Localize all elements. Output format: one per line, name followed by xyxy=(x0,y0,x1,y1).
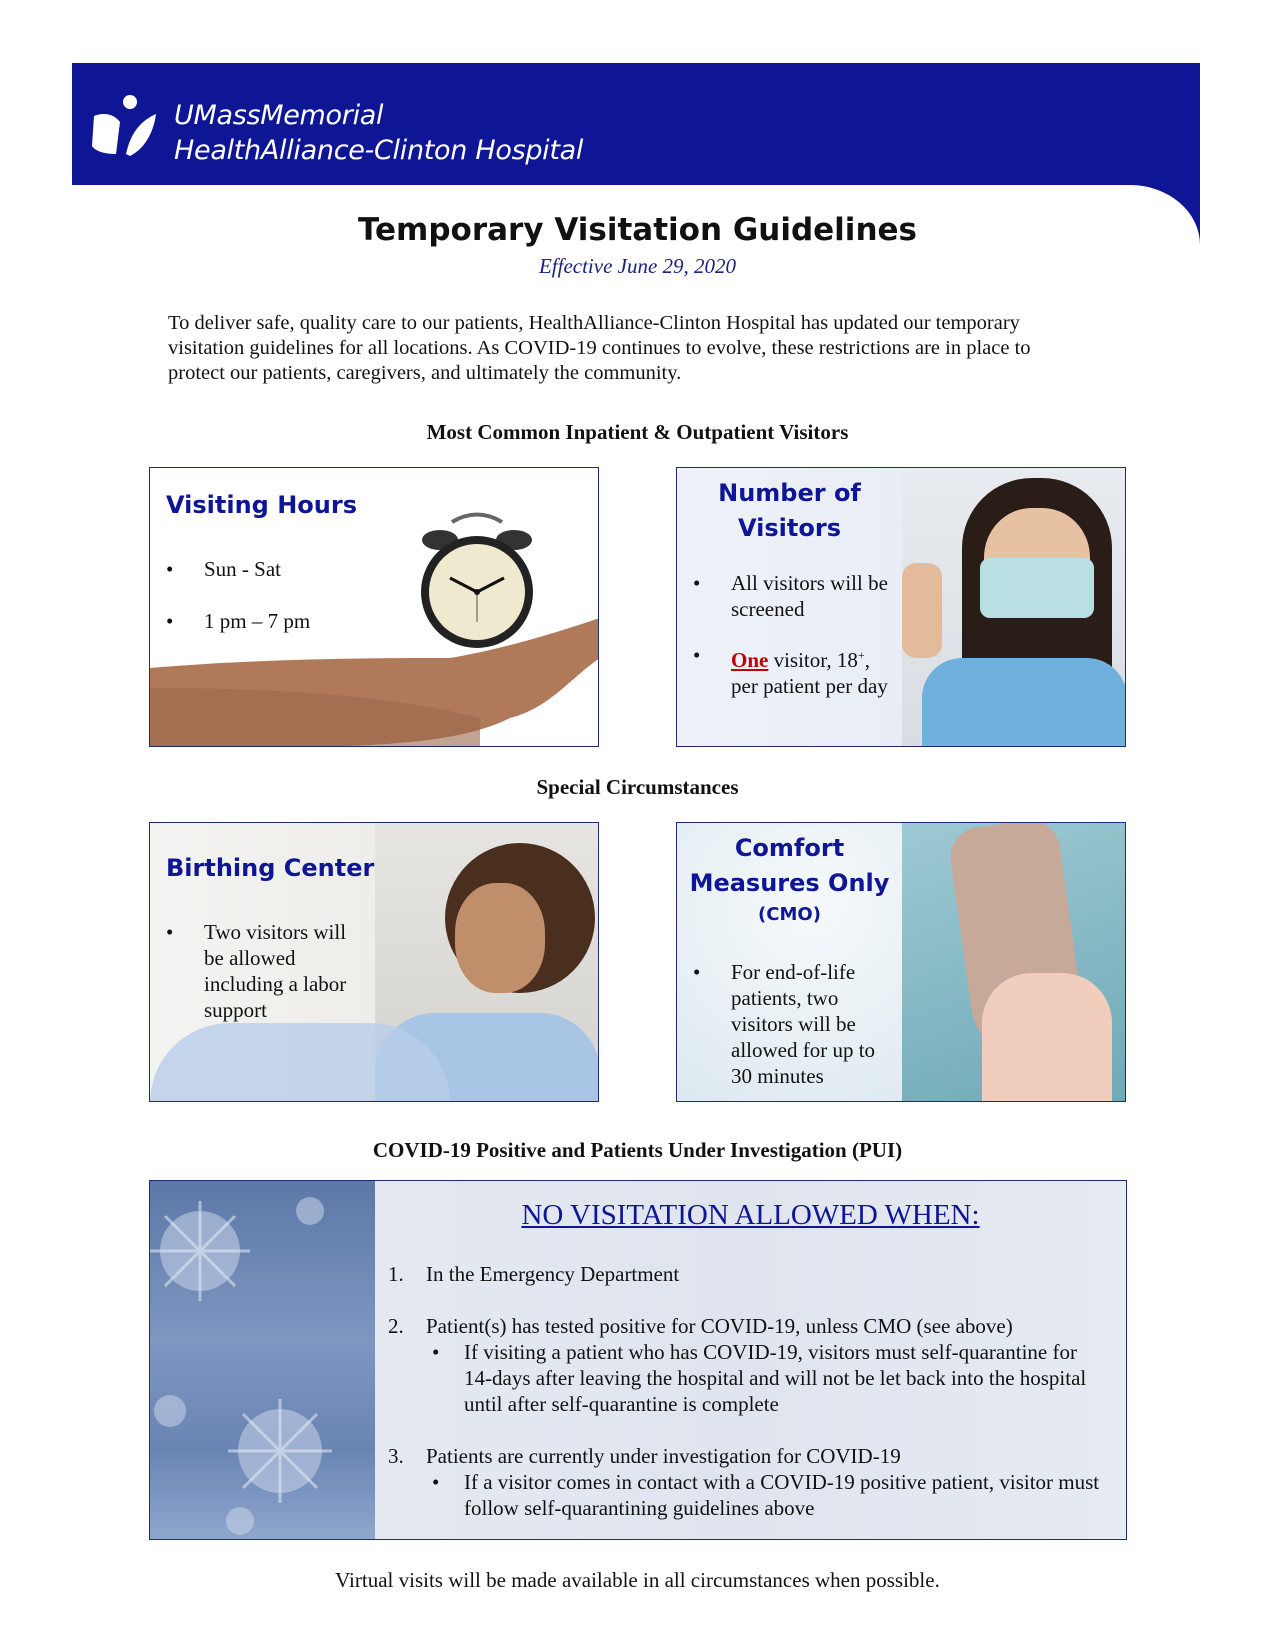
list-item xyxy=(693,642,893,699)
title-line-3: (CMO) xyxy=(758,904,821,925)
item-number: 3. xyxy=(388,1444,404,1468)
item-text: Patient(s) has tested positive for COVID-19, unless CMO (see above) xyxy=(426,1314,1013,1338)
title-line-1: Comfort xyxy=(734,834,845,862)
section-heading-common: Most Common Inpatient & Outpatient Visitors xyxy=(426,420,849,444)
title-line-1: Number of xyxy=(718,479,861,507)
one-emphasis: One xyxy=(731,648,769,672)
logo-line-1: UMassMemorial xyxy=(174,100,384,131)
masked-woman-image xyxy=(902,468,1126,747)
cmo-list xyxy=(693,959,893,1089)
alarm-clock-icon xyxy=(412,512,542,652)
item-text: Patients are currently under investigation for COVID-19 xyxy=(426,1444,901,1468)
hospital-logo-text xyxy=(174,98,583,168)
card-title xyxy=(677,476,902,546)
list-item: • Sun - Sat xyxy=(166,556,426,582)
card-title xyxy=(677,831,902,929)
sub-item: • If a visitor comes in contact with a COVID-19 positive patient, visitor must follow self-quarantining guidelines above xyxy=(426,1469,1108,1521)
section-heading-covid: COVID-19 Positive and Patients Under Investigation (PUI) xyxy=(372,1138,903,1162)
holding-hands-image xyxy=(902,823,1126,1102)
list-item: • All visitors will be screened xyxy=(693,570,893,622)
number-of-visitors-list xyxy=(693,570,893,699)
card-cmo xyxy=(676,822,1126,1102)
belly-image xyxy=(150,1023,450,1102)
visiting-hours-list xyxy=(166,556,426,634)
item-text: In the Emergency Department xyxy=(426,1262,680,1286)
no-visitation-box xyxy=(149,1180,1127,1540)
list-item: • Two visitors will be allowed including a labor support xyxy=(166,919,366,1023)
no-visitation-heading: NO VISITATION ALLOWED WHEN: xyxy=(521,1199,980,1231)
umass-logo-icon xyxy=(90,92,160,160)
footer-note: Virtual visits will be made available in all circumstances when possible. xyxy=(335,1568,940,1592)
title-line-2: Visitors xyxy=(738,514,841,542)
section-heading-special: Special Circumstances xyxy=(536,775,739,799)
virus-icon xyxy=(150,1181,375,1540)
list-item xyxy=(388,1261,1108,1287)
list-item: • 1 pm – 7 pm xyxy=(166,608,426,634)
card-visiting-hours xyxy=(149,467,599,747)
effective-date: Effective June 29, 2020 xyxy=(538,254,737,278)
item-number: 1. xyxy=(388,1262,404,1286)
page-title: Temporary Visitation Guidelines xyxy=(358,212,917,248)
sub-item: • If visiting a patient who has COVID-19, visitors must self-quarantine for 14-days after leaving the hospital and will not be let back into the hospital until after self-quarantine is complete xyxy=(426,1339,1108,1417)
virus-image xyxy=(150,1181,375,1539)
list-item xyxy=(388,1443,1108,1521)
card-title: Birthing Center xyxy=(166,854,375,882)
card-number-of-visitors xyxy=(676,467,1126,747)
item-text: visitor, 18 xyxy=(768,648,858,672)
list-item xyxy=(388,1313,1108,1417)
item-text: , per patient per day xyxy=(731,648,888,698)
no-visitation-list xyxy=(388,1261,1108,1540)
superscript: + xyxy=(857,648,865,662)
card-title: Visiting Hours xyxy=(166,491,357,519)
card-birthing-center xyxy=(149,822,599,1102)
list-item: • For end-of-life patients, two visitors will be allowed for up to 30 minutes xyxy=(693,959,893,1089)
intro-paragraph: To deliver safe, quality care to our patients, HealthAlliance-Clinton Hospital has updated our temporary visitation guidelines for all locations. As COVID-19 continues to evolve, these restrictions are in place to protect our patients, caregivers, and ultimately the community. xyxy=(168,312,1031,384)
birthing-center-list xyxy=(166,919,366,1023)
title-line-2: Measures Only xyxy=(689,869,890,897)
item-number: 2. xyxy=(388,1314,404,1338)
logo-line-2: HealthAlliance-Clinton Hospital xyxy=(174,135,584,166)
